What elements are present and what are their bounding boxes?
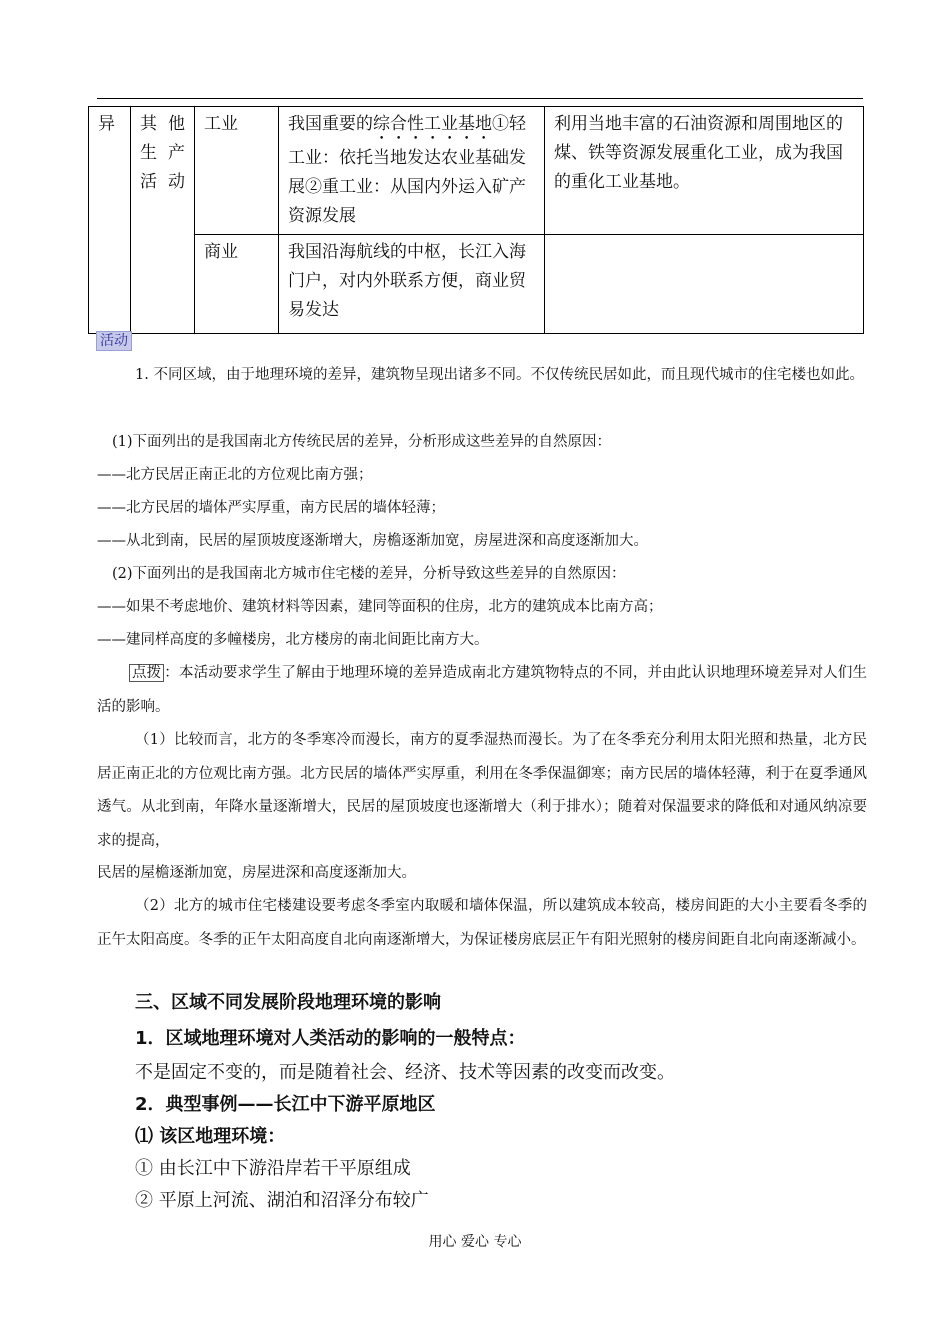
question-1-2-a: ——如果不考虑地价、建筑材料等因素，建同等面积的住房，北方的建筑成本比南方高； [97, 599, 663, 615]
hint-paragraph: 点拨 ：本活动要求学生了解由于地理环境的差异造成南北方建筑物特点的不同，并由此认识地理环境差异对人们生活的影响。 [97, 665, 868, 715]
table-row [89, 235, 864, 334]
table-row [89, 107, 864, 235]
question-1-2: (2)下面列出的是我国南北方城市住宅楼的差异，分析导致这些差异的自然原因： [112, 566, 626, 582]
question-1-1-b: ——北方民居的墙体严实厚重，南方民居的墙体轻薄； [97, 500, 445, 516]
comparison-table [88, 106, 864, 334]
question-1-1-a: ——北方民居正南正北的方位观比南方强； [97, 467, 373, 483]
section-3-2-1-heading: ⑴ 该区地理环境： [135, 1126, 286, 1147]
sector-cell: 工业 [195, 107, 279, 235]
activity-tag: 活动 [96, 331, 132, 351]
question-1-2-b: ——建同样高度的多幢楼房，北方楼房的南北间距比南方大。 [97, 632, 489, 648]
answer-1-cont: 民居的屋檐逐渐加宽，房屋进深和高度逐渐加大。 [97, 865, 416, 881]
answer-1: （1）比较而言，北方的冬季寒冷而漫长，南方的夏季湿热而漫长。为了在冬季充分利用太阳光照和热量，北方民居正南正北的方位观比南方强。北方民居的墙体严实厚重，利用在冬季保温御寒；南方民居的墙体轻薄，利于在夏季通风透气。从北到南，年降水量逐渐增大，民居的屋顶坡度也逐渐增大（利于排水）；随着对保温要求的降低和对通风纳凉要求的提高， [97, 732, 867, 849]
list-item: ① 由长江中下游沿岸若干平原组成 [135, 1158, 411, 1179]
feature-cell: 我国沿海航线的中枢，长江入海门户，对内外联系方便，商业贸易发达 [279, 235, 545, 334]
list-item: ② 平原上河流、湖泊和沼泽分布较广 [135, 1190, 429, 1211]
page-footer: 用心 爱心 专心 [428, 1234, 522, 1250]
section-3-2-heading: 2．典型事例——长江中下游平原地区 [135, 1094, 436, 1115]
answer-2: （2）北方的城市住宅楼建设要考虑冬季室内取暖和墙体保温，所以建筑成本较高，楼房间距的大小主要看冬季的正午太阳高度。冬季的正午太阳高度自北向南逐渐增大，为保证楼房底层正午有阳光照射的楼房间距自北向南逐渐减小。 [97, 898, 867, 948]
question-1: 1. 不同区域，由于地理环境的差异，建筑物呈现出诸多不同。不仅传统民居如此，而且现代城市的住宅楼也如此。 [135, 367, 864, 383]
detail-cell [545, 235, 864, 334]
question-1-1: (1)下面列出的是我国南北方传统民居的差异，分析形成这些差异的自然原因： [112, 434, 612, 450]
section-3-1-heading: 1．区域地理环境对人类活动的影响的一般特点： [135, 1028, 526, 1049]
emphasis-text: 综合性工业基地 [373, 114, 492, 134]
feature-cell [279, 107, 545, 235]
header-rule [97, 98, 863, 99]
sector-cell: 商业 [195, 235, 279, 334]
section-3-1-text: 不是固定不变的，而是随着社会、经济、技术等因素的改变而改变。 [135, 1062, 675, 1083]
hint-label: 点拨 [129, 664, 164, 682]
row-header-cell: 异 [89, 107, 131, 334]
detail-cell: 利用当地丰富的石油资源和周围地区的煤、铁等资源发展重化工业，成为我国的重化工业基地。 [545, 107, 864, 235]
question-1-1-c: ——从北到南，民居的屋顶坡度逐渐增大，房檐逐渐加宽，房屋进深和高度逐渐加大。 [97, 533, 648, 549]
feature-text: 我国重要的 [288, 114, 373, 134]
category-cell: 其他生产活动 [131, 107, 195, 334]
section-3-heading: 三、区域不同发展阶段地理环境的影响 [135, 992, 441, 1013]
feature-text-cont: ①轻工业：依托当地发达农业基础发展②重工业：从国内外运入矿产资源发展 [288, 114, 526, 226]
